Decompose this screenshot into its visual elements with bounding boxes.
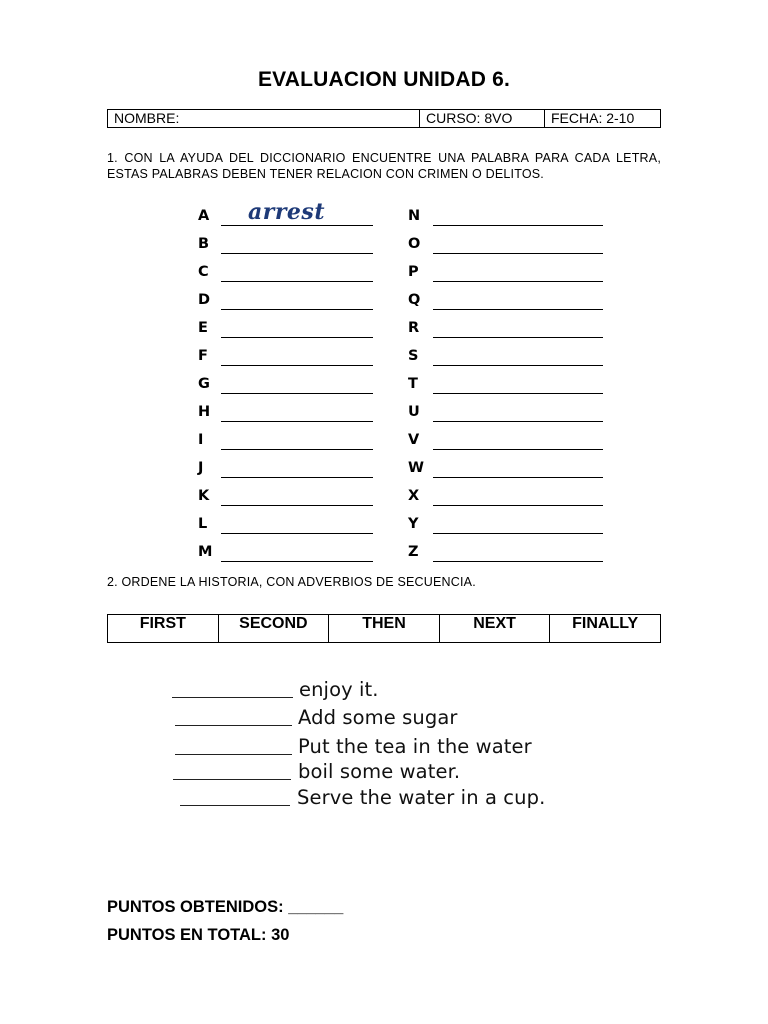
answer-line[interactable]: [433, 505, 603, 506]
adverb-first: FIRST: [108, 615, 219, 642]
letter-label: V: [408, 432, 420, 448]
answer-line[interactable]: [221, 449, 373, 450]
letter-label: U: [408, 404, 420, 420]
answer-line[interactable]: [433, 477, 603, 478]
letter-label: J: [198, 460, 204, 476]
answer-line[interactable]: [433, 533, 603, 534]
story-blank-line[interactable]: [180, 805, 290, 806]
letter-label: M: [198, 544, 213, 560]
answer-line[interactable]: [221, 225, 373, 226]
story-blank-line[interactable]: [172, 697, 293, 698]
answer-line[interactable]: [433, 365, 603, 366]
letter-label: F: [198, 348, 208, 364]
answer-line[interactable]: [221, 281, 373, 282]
letter-label: Q: [408, 292, 421, 308]
letter-label: K: [198, 488, 210, 504]
answer-line[interactable]: [433, 281, 603, 282]
course-field: CURSO: 8VO: [420, 110, 545, 127]
name-field[interactable]: NOMBRE:: [108, 110, 420, 127]
letter-label: W: [408, 460, 424, 476]
student-info-table: [107, 109, 661, 128]
section2-instructions: 2. ORDENE LA HISTORIA, CON ADVERBIOS DE SECUENCIA.: [107, 575, 476, 589]
letter-label: B: [198, 236, 210, 252]
answer-line[interactable]: [221, 365, 373, 366]
letter-label: N: [408, 208, 421, 224]
answer-line[interactable]: [221, 337, 373, 338]
answer-line[interactable]: [221, 505, 373, 506]
story-sentence: Put the tea in the water: [298, 735, 532, 758]
answer-line[interactable]: [433, 421, 603, 422]
story-sentence: Serve the water in a cup.: [297, 786, 546, 809]
answer-line[interactable]: [221, 477, 373, 478]
story-sentence: enjoy it.: [299, 678, 379, 701]
section1-instructions: 1. CON LA AYUDA DEL DICCIONARIO ENCUENTRE UNA PALABRA PARA CADA LETRA, ESTAS PALABRAS DEBEN TENER RELACION CON CRIMEN O DELITOS.: [107, 151, 661, 181]
adverb-second: SECOND: [219, 615, 330, 642]
letter-label: D: [198, 292, 211, 308]
story-blank-line[interactable]: [175, 754, 292, 755]
story-blank-line[interactable]: [173, 779, 291, 780]
answer-line[interactable]: [221, 561, 373, 562]
letter-label: A: [198, 208, 210, 224]
letter-label: Y: [408, 516, 419, 532]
letter-label: S: [408, 348, 419, 364]
answer-line[interactable]: [433, 561, 603, 562]
handwritten-answer-a: arrest: [248, 199, 325, 225]
letter-label: Z: [408, 544, 419, 560]
answer-line[interactable]: [433, 393, 603, 394]
answer-line[interactable]: [433, 449, 603, 450]
points-obtained: PUNTOS OBTENIDOS: ______: [107, 898, 344, 916]
letter-label: H: [198, 404, 211, 420]
answer-line[interactable]: [221, 533, 373, 534]
answer-line[interactable]: [433, 337, 603, 338]
sequence-adverbs-table: [107, 614, 661, 643]
answer-line[interactable]: [221, 421, 373, 422]
adverb-next: NEXT: [440, 615, 551, 642]
page-title: EVALUACION UNIDAD 6.: [257, 68, 511, 91]
letter-label: P: [408, 264, 419, 280]
letter-label: T: [408, 376, 418, 392]
answer-line[interactable]: [221, 393, 373, 394]
points-total: PUNTOS EN TOTAL: 30: [107, 926, 290, 944]
story-sentence: boil some water.: [298, 760, 461, 783]
letter-label: O: [408, 236, 421, 252]
answer-line[interactable]: [433, 225, 603, 226]
letter-label: R: [408, 320, 420, 336]
letter-label: G: [198, 376, 210, 392]
letter-label: C: [198, 264, 209, 280]
adverb-finally: FINALLY: [572, 615, 639, 632]
letter-label: X: [408, 488, 420, 504]
answer-line[interactable]: [221, 253, 373, 254]
date-field: FECHA: 2-10: [551, 110, 635, 126]
letter-label: E: [198, 320, 208, 336]
answer-line[interactable]: [433, 253, 603, 254]
adverb-then: THEN: [329, 615, 440, 642]
story-blank-line[interactable]: [175, 725, 292, 726]
story-sentence: Add some sugar: [298, 706, 458, 729]
answer-line[interactable]: [433, 309, 603, 310]
letter-label: L: [198, 516, 208, 532]
letter-label: I: [198, 432, 204, 448]
answer-line[interactable]: [221, 309, 373, 310]
